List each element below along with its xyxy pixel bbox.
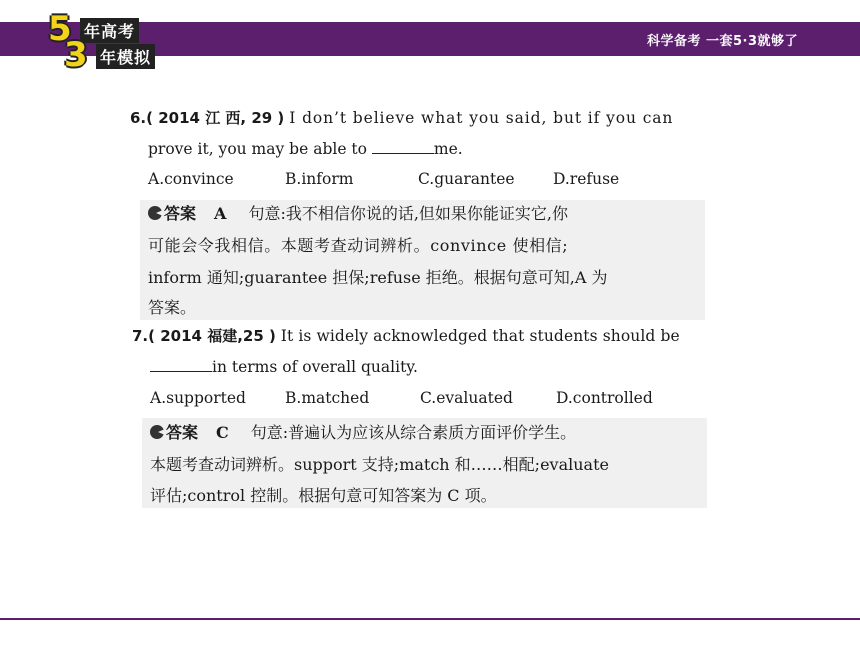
answer-blank [372,139,434,154]
question-stem-part: prove it, you may be able to [148,140,367,158]
question-number: 6. [130,109,147,127]
answer-icon [148,206,162,220]
option-b: B.inform [285,170,354,188]
logo-digit-3: 3 [64,35,88,75]
question-stem: It is widely acknowledged that students should be [280,327,680,345]
question-7-line-2 [150,357,418,377]
slogan: 科学备考 一套5·3就够了 [646,34,798,49]
answer-label: 答案 [166,423,199,442]
explanation-line: inform 通知;guarantee 担保;refuse 拒绝。根据句意可知,A 为 [148,268,608,287]
answer-letter: A [214,204,227,223]
explanation-line: 评估;control 控制。根据句意可知答案为 C 项。 [150,486,497,505]
question-number: 7. [132,327,149,345]
explanation-line: 答案。 [148,298,197,317]
explanation-line: 可能会令我相信。本题考查动词辨析。convince 使相信; [148,236,569,255]
logo-text-bottom: 年模拟 [96,44,155,69]
answer-label: 答案 [164,204,197,223]
explanation-line: 本题考查动词辨析。support 支持;match 和……相配;evaluate [150,455,609,474]
question-stem-part: in terms of overall quality. [212,358,418,376]
option-b: B.matched [285,389,370,407]
option-d: D.refuse [553,170,620,188]
question-source: ( 2014 福建,25 ) [148,327,276,345]
answer-6-line-1 [148,204,568,224]
explanation-line: 句意:普遍认为应该从综合素质方面评价学生。 [250,423,577,442]
question-6-line-2 [148,139,463,159]
question-source: ( 2014 江 西, 29 ) [146,109,285,127]
answer-blank [150,357,212,372]
option-a: A.convince [148,170,234,188]
question-6-line-1 [130,108,673,128]
answer-letter: C [216,423,229,442]
option-d: D.controlled [556,389,653,407]
logo-digit-5: 5 [48,9,72,49]
answer-icon [150,425,164,439]
explanation-line: 句意:我不相信你说的话,但如果你能证实它,你 [248,204,569,223]
option-c: C.guarantee [418,170,515,188]
logo-text-top: 年高考 [80,18,139,43]
footer-line [0,618,860,620]
question-stem: I don’t believe what you said, but if you can [289,109,674,127]
option-a: A.supported [150,389,246,407]
question-stem-part: me. [433,140,463,158]
question-7-line-1 [132,326,680,346]
answer-7-line-1 [150,423,576,443]
option-c: C.evaluated [420,389,513,407]
